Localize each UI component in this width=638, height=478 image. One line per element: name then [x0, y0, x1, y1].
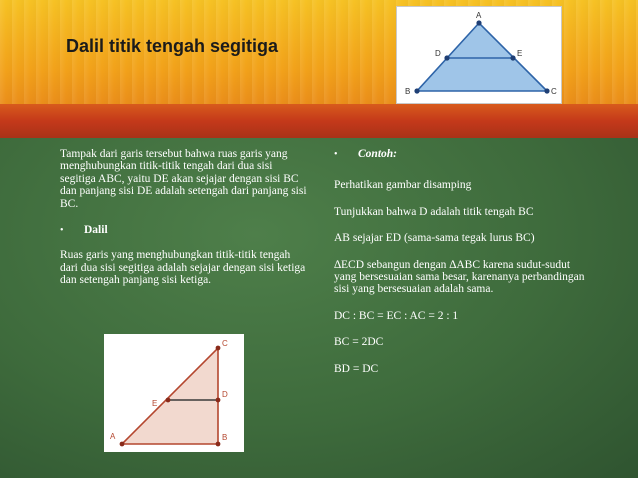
- example-line-3: AB sejajar ED (sama-sama tegak lurus BC): [334, 232, 535, 245]
- point-b: [216, 442, 221, 447]
- bullet-dalil: [60, 224, 310, 237]
- point-c: [216, 346, 221, 351]
- left-paragraph-2: Ruas garis yang menghubungkan titik-titik tengah dari dua sisi segitiga adalah sejajar dengan sisi ketiga dan setengah panjang sisi ketiga.: [60, 249, 306, 287]
- point-c: [544, 88, 549, 93]
- header-stripe: [0, 104, 638, 138]
- example-line-4: ∆ECD sebangun dengan ∆ABC karena sudut-sudut yang bersesuaian sama besar, karenanya perbandingan sisi yang bersesuaian adalah sama.: [334, 258, 585, 296]
- label-b: B: [405, 87, 411, 96]
- label-b: B: [222, 433, 228, 442]
- label-c: C: [222, 339, 228, 348]
- label-c: C: [551, 87, 557, 96]
- slide-title: Dalil titik tengah segitiga: [66, 36, 279, 56]
- label-d: D: [435, 49, 441, 58]
- triangle-abc-right: [122, 348, 218, 444]
- left-column: [60, 148, 310, 287]
- label-d: D: [222, 390, 228, 399]
- label-a: A: [476, 11, 482, 20]
- example-line-6: BC = 2DC: [334, 336, 384, 349]
- point-d: [216, 398, 221, 403]
- example-line-7: BD = DC: [334, 362, 379, 375]
- label-e: E: [152, 399, 158, 408]
- point-b: [414, 88, 419, 93]
- right-column: [334, 148, 594, 375]
- point-a: [120, 442, 125, 447]
- triangle-diagram-top: [397, 7, 561, 103]
- point-a: [476, 20, 481, 25]
- left-paragraph-1: Tampak dari garis tersebut bahwa ruas garis yang menghubungkan titik-titik tengah dari dua sisi segitiga ABC, yaitu DE akan sejajar dengan sisi BC dan panjang sisi DE adalah setengah dari panjang sisi BC.: [60, 148, 307, 210]
- bullet-label-contoh: Contoh:: [358, 148, 397, 160]
- bullet-contoh: [334, 148, 594, 161]
- example-line-5: DC : BC = EC : AC = 2 : 1: [334, 309, 459, 322]
- example-line-2: Tunjukkan bahwa D adalah titik tengah BC: [334, 205, 534, 218]
- triangle-figure-bottom: [104, 334, 244, 452]
- bullet-glyph: •: [334, 149, 338, 160]
- bullet-label-dalil: Dalil: [84, 224, 108, 237]
- label-e: E: [517, 49, 523, 58]
- point-e: [166, 398, 171, 403]
- point-d: [444, 55, 449, 60]
- example-line-1: Perhatikan gambar disamping: [334, 179, 472, 192]
- label-a: A: [110, 432, 116, 441]
- triangle-diagram-bottom: [104, 334, 244, 452]
- bullet-glyph: •: [60, 225, 64, 237]
- point-e: [510, 55, 515, 60]
- triangle-figure-top: [396, 6, 562, 104]
